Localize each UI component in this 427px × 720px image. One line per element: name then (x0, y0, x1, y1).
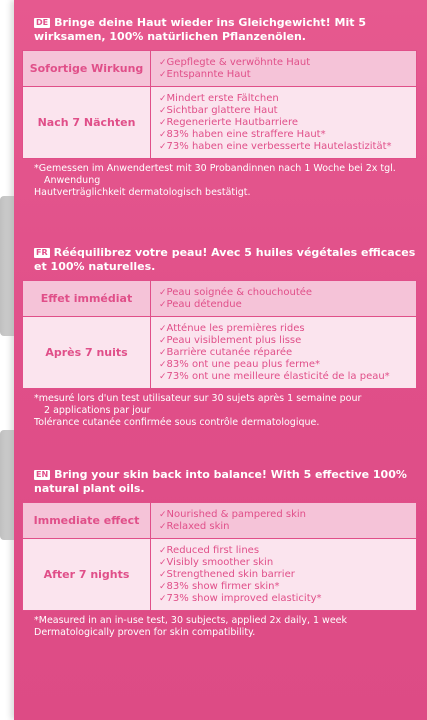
effects-table (22, 502, 417, 611)
list-item: ✓ 83% show firmer skin* (159, 581, 408, 593)
effect-label: Immediate effect (23, 503, 151, 539)
footnote-continued: 2 applications par jour (44, 405, 151, 416)
effects-table (22, 280, 417, 389)
headline (34, 468, 417, 496)
list-item: ✓ 83% haben eine straffere Haut* (159, 129, 408, 141)
list-item: ✓ Peau visiblement plus lisse (159, 335, 408, 347)
footnote: *mesuré lors d'un test utilisateur sur 30 sujets après 1 semaine pour (34, 393, 362, 404)
effect-items (151, 539, 417, 611)
list-item: ✓ Barrière cutanée réparée (159, 347, 408, 359)
effect-label: Sofortige Wirkung (23, 51, 151, 87)
footnote-continued: Anwendung (44, 175, 101, 186)
list-item: ✓ Entspannte Haut (159, 69, 408, 81)
box-side-flap (0, 196, 14, 336)
language-badge: DE (36, 18, 49, 27)
list-item: ✓ Nourished & pampered skin (159, 509, 408, 521)
footnotes (34, 393, 417, 429)
list-item: ✓ Peau détendue (159, 299, 408, 311)
language-badge: EN (36, 470, 49, 479)
list-item: ✓ Regenerierte Hautbarriere (159, 117, 408, 129)
language-badge: FR (36, 248, 48, 257)
tolerance-note: Dermatologically proven for skin compatibility. (34, 627, 256, 638)
list-item: ✓ Atténue les premières rides (159, 323, 408, 335)
effect-label: Nach 7 Nächten (23, 87, 151, 159)
effect-items (151, 51, 417, 87)
effects-table (22, 50, 417, 159)
effect-items (151, 503, 417, 539)
footnote: *Gemessen im Anwendertest mit 30 Probandinnen nach 1 Woche bei 2x tgl. (34, 163, 396, 174)
section-en (22, 468, 417, 639)
footnotes (34, 615, 417, 639)
list-item: ✓ 83% ont une peau plus ferme* (159, 359, 408, 371)
headline (34, 16, 417, 44)
list-item: ✓ Gepflegte & verwöhnte Haut (159, 57, 408, 69)
effect-label: Effet immédiat (23, 281, 151, 317)
headline-text: Bringe deine Haut wieder ins Gleichgewicht! Mit 5 wirksamen, 100% natürlichen Pflanzenölen. (34, 16, 366, 43)
effect-items (151, 281, 417, 317)
footnote: *Measured in an in-use test, 30 subjects, applied 2x daily, 1 week (34, 615, 348, 626)
tolerance-note: Tolérance cutanée confirmée sous contrôle dermatologique. (34, 417, 320, 428)
list-item: ✓ 73% haben eine verbesserte Hautelastizität* (159, 141, 408, 153)
box-side-flap (0, 430, 14, 540)
effect-label: After 7 nights (23, 539, 151, 611)
list-item: ✓ Strengthened skin barrier (159, 569, 408, 581)
headline (34, 246, 417, 274)
effect-label: Après 7 nuits (23, 317, 151, 389)
list-item: ✓ Sichtbar glattere Haut (159, 105, 408, 117)
tolerance-note: Hautverträglichkeit dermatologisch bestätigt. (34, 187, 251, 198)
section-fr (22, 246, 417, 429)
list-item: ✓ Peau soignée & chouchoutée (159, 287, 408, 299)
list-item: ✓ Relaxed skin (159, 521, 408, 533)
list-item: ✓ Reduced first lines (159, 545, 408, 557)
headline-text: Bring your skin back into balance! With 5 effective 100% natural plant oils. (34, 468, 407, 495)
list-item: ✓ 73% ont une meilleure élasticité de la peau* (159, 371, 408, 383)
section-de (22, 16, 417, 199)
headline-text: Rééquilibrez votre peau! Avec 5 huiles végétales efficaces et 100% naturelles. (34, 246, 416, 273)
footnotes (34, 163, 417, 199)
list-item: ✓ 73% show improved elasticity* (159, 593, 408, 605)
list-item: ✓ Visibly smoother skin (159, 557, 408, 569)
effect-items (151, 87, 417, 159)
effect-items (151, 317, 417, 389)
list-item: ✓ Mindert erste Fältchen (159, 93, 408, 105)
